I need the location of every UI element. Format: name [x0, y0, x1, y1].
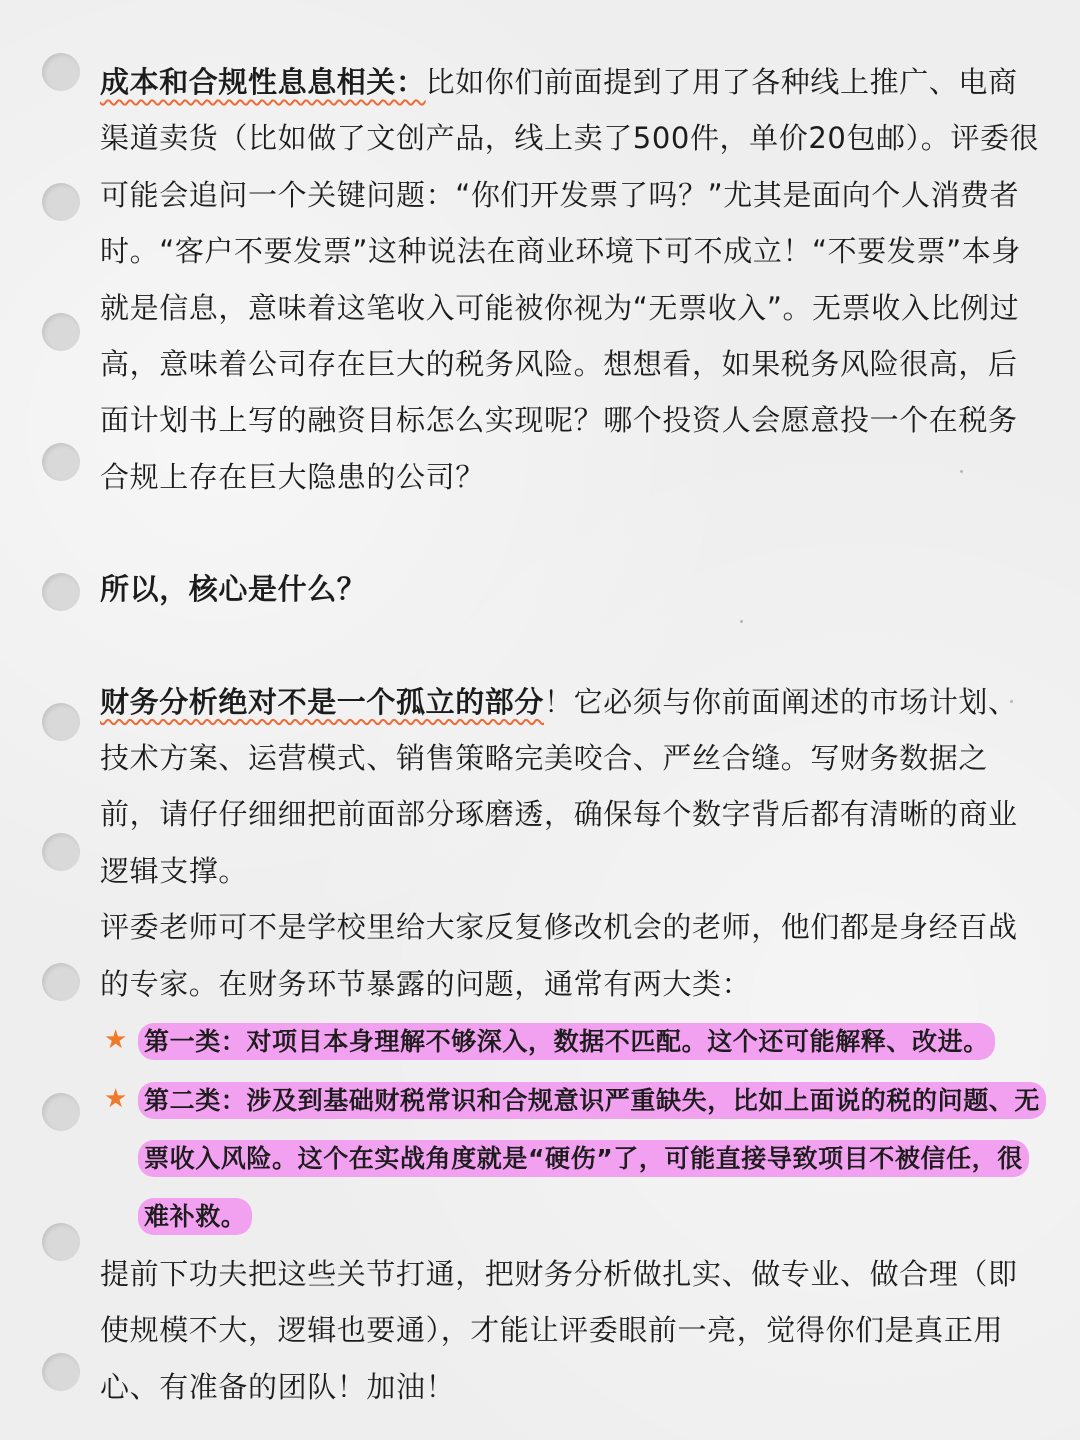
category-text-2: 第二类：涉及到基础财税常识和合规意识严重缺失，比如上面说的税的问题、无票收入风险。这个在实战角度就是“硬伤”了，可能直接导致项目不被信任，很难补救。	[138, 1082, 1046, 1236]
lead-cost-compliance: 成本和合规性息息相关：	[100, 65, 426, 99]
binder-hole	[42, 1223, 80, 1261]
binder-hole	[42, 53, 80, 91]
paragraph-financial-analysis	[100, 674, 1045, 900]
category-item-1	[100, 1012, 1045, 1070]
paragraph-cost-compliance	[100, 54, 1045, 505]
binder-hole	[42, 833, 80, 871]
star-icon: ★	[104, 1083, 128, 1114]
section-question: 所以，核心是什么？	[100, 572, 367, 607]
binder-hole	[42, 963, 80, 1001]
binder-hole	[42, 573, 80, 611]
binder-hole	[42, 703, 80, 741]
paragraph-closing: 提前下功夫把这些关节打通，把财务分析做扎实、做专业、做合理（即使规模不大，逻辑也要通），才能让评委眼前一亮，觉得你们是真正用心、有准备的团队！加油！	[100, 1256, 1018, 1404]
binder-hole	[42, 443, 80, 481]
lead-financial-analysis: 财务分析绝对不是一个孤立的部分	[100, 684, 545, 719]
note-content	[100, 54, 1045, 1415]
category-text-1: 第一类：对项目本身理解不够深入，数据不匹配。这个还可能解释、改进。	[138, 1023, 995, 1060]
star-icon: ★	[104, 1025, 128, 1056]
binder-hole	[42, 1353, 80, 1391]
paragraph-judges: 评委老师可不是学校里给大家反复修改机会的老师，他们都是身经百战的专家。在财务环节暴露的问题，通常有两大类：	[100, 910, 1018, 1001]
paragraph-cost-compliance-text: 比如你们前面提到了用了各种线上推广、电商渠道卖货（比如做了文创产品，线上卖了500件，单价20包邮）。评委很可能会追问一个关键问题：“你们开发票了吗？”尤其是面向个人消费者时。“客户不要发票”这种说法在商业环境下可不成立！“不要发票”本身就是信息，意味着这笔收入可能被你视为“无票收入”。无票收入比例过高，意味着公司存在巨大的税务风险。想想看，如果税务风险很高，后面计划书上写的融资目标怎么实现呢？哪个投资人会愿意投一个在税务合规上存在巨大隐患的公司？	[100, 65, 1040, 494]
paragraph-financial-analysis-text: ！它必须与你前面阐述的市场计划、技术方案、运营模式、销售策略完美咬合、严丝合缝。写财务数据之前，请仔仔细细把前面部分琢磨透，确保每个数字背后都有清晰的商业逻辑支撑。	[100, 684, 1018, 888]
binder-hole	[42, 183, 80, 221]
category-item-2	[100, 1071, 1045, 1246]
binder-hole	[42, 1093, 80, 1131]
binder-hole	[42, 313, 80, 351]
